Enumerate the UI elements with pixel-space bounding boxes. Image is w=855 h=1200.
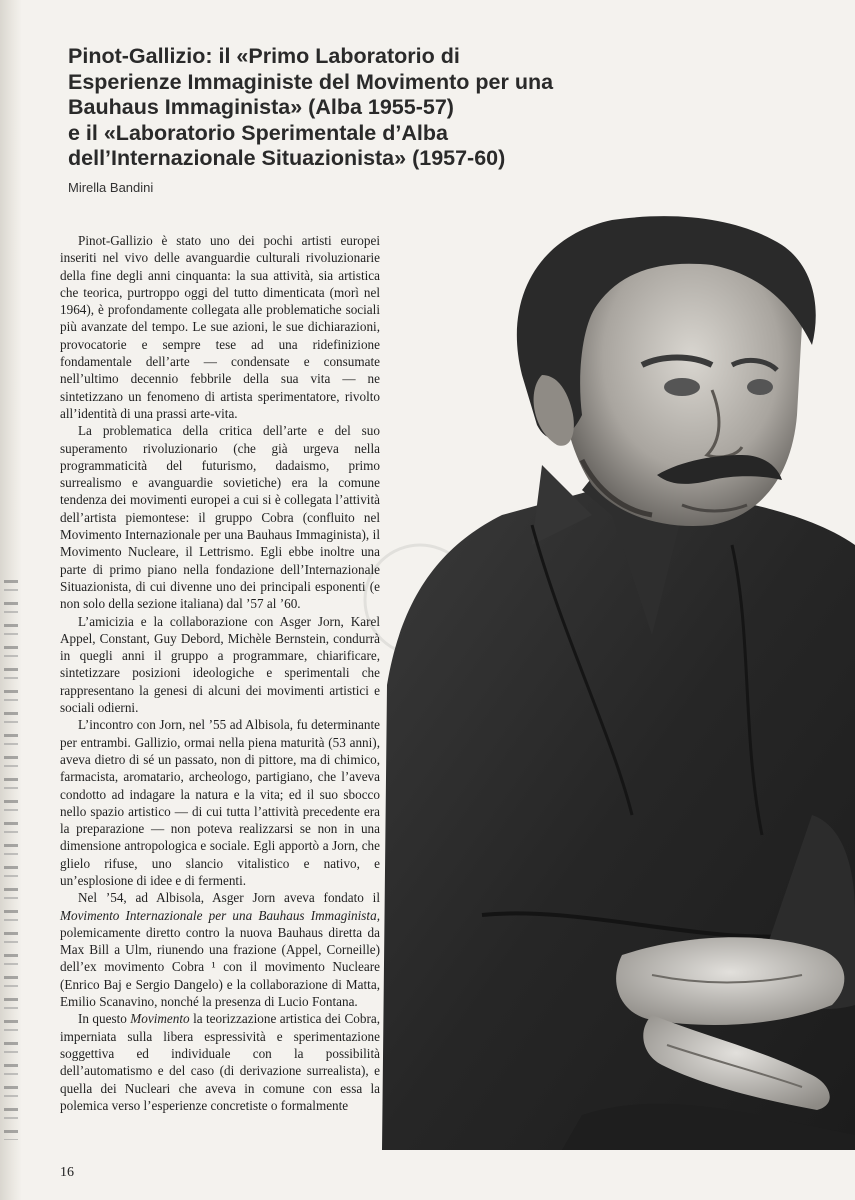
italic-text-run: Movimento — [130, 1011, 190, 1027]
italic-text-run: Movimento Internazionale per una Bauhaus Immaginista, — [60, 907, 380, 923]
body-paragraph: L’amicizia e la collaborazione con Asger Jorn, Karel Appel, Constant, Guy Debord, Michèle Bernstein, condurrà in quegli anni il gruppo a programmare, chiarificare, sintetizzare posizioni ideologiche e sperimentali che rappresentano la genesi di alcuni dei movimenti artistici e sociali odierni. — [60, 613, 380, 716]
title-line: e il «Laboratorio Sperimentale d’Alba — [68, 120, 448, 145]
body-paragraph — [60, 1010, 380, 1114]
page-number: 16 — [60, 1165, 74, 1180]
title-line: Pinot-Gallizio: il «Primo Laboratorio di — [68, 44, 460, 68]
text-run: In questo — [78, 1011, 131, 1027]
article-title — [68, 44, 628, 172]
article-body — [60, 232, 380, 1114]
article-author: Mirella Bandini — [68, 180, 154, 195]
title-line: dell’Internazionale Situazionista» (1957-60) — [68, 146, 506, 170]
title-line: Bauhaus Immaginista» (Alba 1955-57) — [68, 95, 454, 119]
text-run: polemicamente diretto contro la nuova Bauhaus diretta da Max Bill a Ulm, riunendo una frazione (Appel, Corneille) dell’ex movimento Cobra ¹ con il movimento Nucleare (Enrico Baj e Sergio Dangelo) e la collaborazione di Matta, Emilio Scanavino, nonché la presenza di Lucio Fontana. — [60, 924, 380, 1010]
body-paragraph: Pinot-Gallizio è stato uno dei pochi artisti europei inseriti nel vivo delle avanguardie culturali rivoluzionarie della fine degli anni cinquanta: la sua attività, sia artistica che teorica, purtroppo oggi del tutto dimenticata (morì nel 1964), è profondamente collegata alle problematiche sociali più avanzate del tempo. Le sue azioni, le sue dichiarazioni, provocatorie e sempre tese ad una ridefinizione fondamentale dell’arte — condensate e consumate nell’ultimo decennio febbrile della sua vita — ne sintetizzano un fenomeno di artista sperimentatore, rivolto all’identità di una prassi arte-vita. — [60, 233, 380, 421]
portrait-photo — [382, 215, 855, 1150]
text-run: Nel ’54, ad Albisola, Asger Jorn aveva fondato il — [78, 890, 380, 906]
text-run: la teorizzazione artistica dei Cobra, imperniata sulla libera espressività e sperimentazione soggettiva ed individuale con la possibilità dell’automatismo e del caso (di derivazione surrealista), e quella dei Nucleari che aveva in comune con essa la polemica verso l’esperienze concretiste o formalmente — [60, 1011, 380, 1113]
facing-page-bleed — [4, 580, 18, 1140]
body-paragraph: L’incontro con Jorn, nel ’55 ad Albisola, fu determinante per entrambi. Gallizio, ormai nella piena maturità (53 anni), aveva dietro di sé un passato, non di pittore, ma di chimico, farmacista, aromatario, archeologo, partigiano, che l’aveva condotto ad indagare la natura e la vita; ed il suo sbocco nello spazio artistico — di cui tutta l’attività precedente era la preparazione — non poteva realizzarsi se non in una dimensione antropologica e sociale. Egli apportò a Jorn, che glielo rifuse, uno slancio vitalistico e nativo, e un’esplosione di idee e di fermenti. — [60, 717, 380, 888]
body-paragraph — [60, 889, 380, 1010]
title-line: Esperienze Immaginiste del Movimento per una — [68, 69, 554, 94]
body-paragraph: La problematica della critica dell’arte e del suo superamento rivoluzionario (che già urgeva nella programmaticità del futurismo, dadaismo, primo surrealismo e avanguardie sovietiche) era la comune tendenza dei movimenti europei a cui si è collegata l’attività dell’artista piemontese: il gruppo Cobra (confluito nel Movimento Internazionale per una Bauhaus Immaginista), il Movimento Nucleare, il Lettrismo. Egli ebbe inoltre una parte di primo piano nella fondazione dell’Internazionale Situazionista, di cui divenne uno dei principali esponenti (e non solo della sezione italiana) dal ’57 al ’60. — [60, 423, 380, 612]
